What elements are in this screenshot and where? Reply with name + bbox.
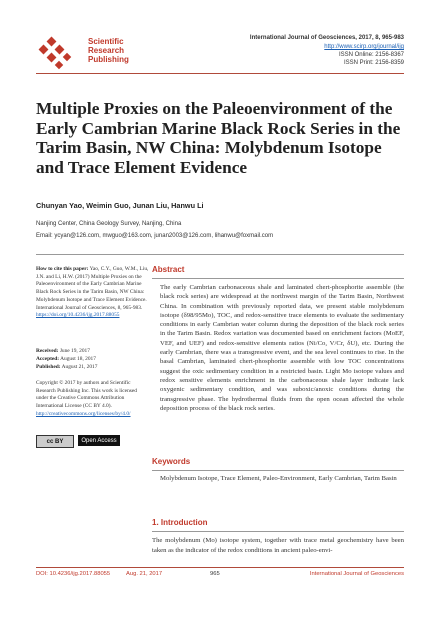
affiliation: Nanjing Center, China Geology Survey, Nanjing, China	[36, 221, 182, 227]
cite-text: Yao, C.Y., Guo, W.M., Liu, J.N. and Li, H.W. (2017) Multiple Proxies on the Paleoenvironment of the Early Cambrian Marine Black Rock Series in the Tarim Basin, NW China: Molybdenum Isotope and Trace Element Evidence. International Journal of Geosciences, 8, 965-983.	[36, 266, 149, 311]
publisher-name-line-2: Research	[88, 46, 125, 55]
journal-url-wrap	[324, 43, 404, 51]
accepted-line: Accepted: August 18, 2017	[36, 356, 96, 362]
issn-print: ISSN Print: 2156-8359	[343, 60, 404, 66]
footer-date: Aug. 21, 2017	[126, 571, 163, 577]
open-access-badge[interactable]: Open Access	[78, 435, 120, 446]
abstract-heading: Abstract	[152, 265, 404, 279]
publisher-name-line-1: Scientific	[88, 37, 124, 46]
journal-citation: International Journal of Geosciences, 2017, 8, 965-983	[249, 35, 404, 41]
article-title: Multiple Proxies on the Paleoenvironment of the Early Cambrian Marine Black Rock Series in the Tarim Basin, NW China: Molybdenum Isotope and Trace Element Evidence	[36, 99, 401, 177]
citation-block	[36, 266, 150, 320]
author-list: Chunyan Yao, Weimin Guo, Junan Liu, Hanwu Li	[36, 201, 204, 210]
title-divider	[36, 254, 404, 255]
footer-divider	[36, 567, 404, 568]
cc-license-icon[interactable]: cc BY	[36, 435, 74, 448]
keywords-text: Molybdenum Isotope, Trace Element, Paleo-Environment, Early Cambrian, Tarim Basin	[160, 475, 397, 482]
header-divider	[36, 73, 404, 74]
copyright-text: Copyright © 2017 by authors and Scientific Research Publishing Inc. This work is licensed under the Creative Commons Attribution International License (CC BY 4.0).	[36, 380, 137, 410]
footer-doi: DOI: 10.4236/ijg.2017.88055	[36, 571, 111, 577]
publisher-logo-icon	[38, 36, 82, 72]
footer-page-number: 965	[210, 571, 220, 577]
received-line: Received: June 19, 2017	[36, 348, 90, 354]
abstract-text: The early Cambrian carbonaceous shale and laminated chert-phosphorite assemble (the black rock series) are widespread at the northwest margin of the Tarim Basin, Northwest China. In combination with previously reported data, we present stable molybdenum isotope (δ98/95Mo), TOC, and redox-sensitive trace elements to evaluate the sedimentary conditions in early Cambrian water column during the deposition of the black rock series in the Tarim Basin. Redox variation was documented based on enrichment factors (MoEF, VEF, and UEF) and redox-sensitive elements ratios (Ni/Co, V/Cr, δU), etc. During the early Cambrian, there was a transgressive event, and the sea level continues to rise. In the basal Cambrian, laminated chert-phosphorite assemble with low TOC concentrations suggest the oxic sedimentary condition in a restricted basin. Light Mo isotope values and redox sensitive elements enrichment in the carbonaceous shale layer indicate lack oxygenic sedimentary condition, and was suboxic/anoxic conditions during the transgressive phase. The hydrothermal fluids from the open ocean affected the whole deposition process of the black rock series.	[160, 284, 404, 412]
introduction-text: The molybdenum (Mo) isotope system, together with trace metal geochemistry have been taken as the indicator of the redox conditions in ancient paleo-envi-	[152, 537, 404, 554]
footer-journal: International Journal of Geosciences	[309, 571, 404, 577]
introduction-heading: 1. Introduction	[152, 518, 404, 532]
issn-online: ISSN Online: 2156-8367	[338, 52, 404, 58]
keywords-heading: Keywords	[152, 457, 404, 471]
cite-label: How to cite this paper:	[36, 266, 89, 272]
email-line: Email: ycyan@126.com, mwguo@163.com, junan2003@126.com, lihanwu@foxmail.com	[36, 233, 274, 239]
publisher-name-line-3: Publishing	[88, 55, 129, 64]
copyright-block	[36, 380, 150, 419]
cite-doi-link[interactable]: https://doi.org/10.4236/ijg.2017.88055	[36, 312, 120, 319]
published-line: Published: August 21, 2017	[36, 364, 98, 370]
journal-url-link[interactable]: http://www.scirp.org/journal/ijg	[324, 44, 404, 50]
license-link[interactable]: http://creativecommons.org/licenses/by/4.0/	[36, 410, 131, 417]
